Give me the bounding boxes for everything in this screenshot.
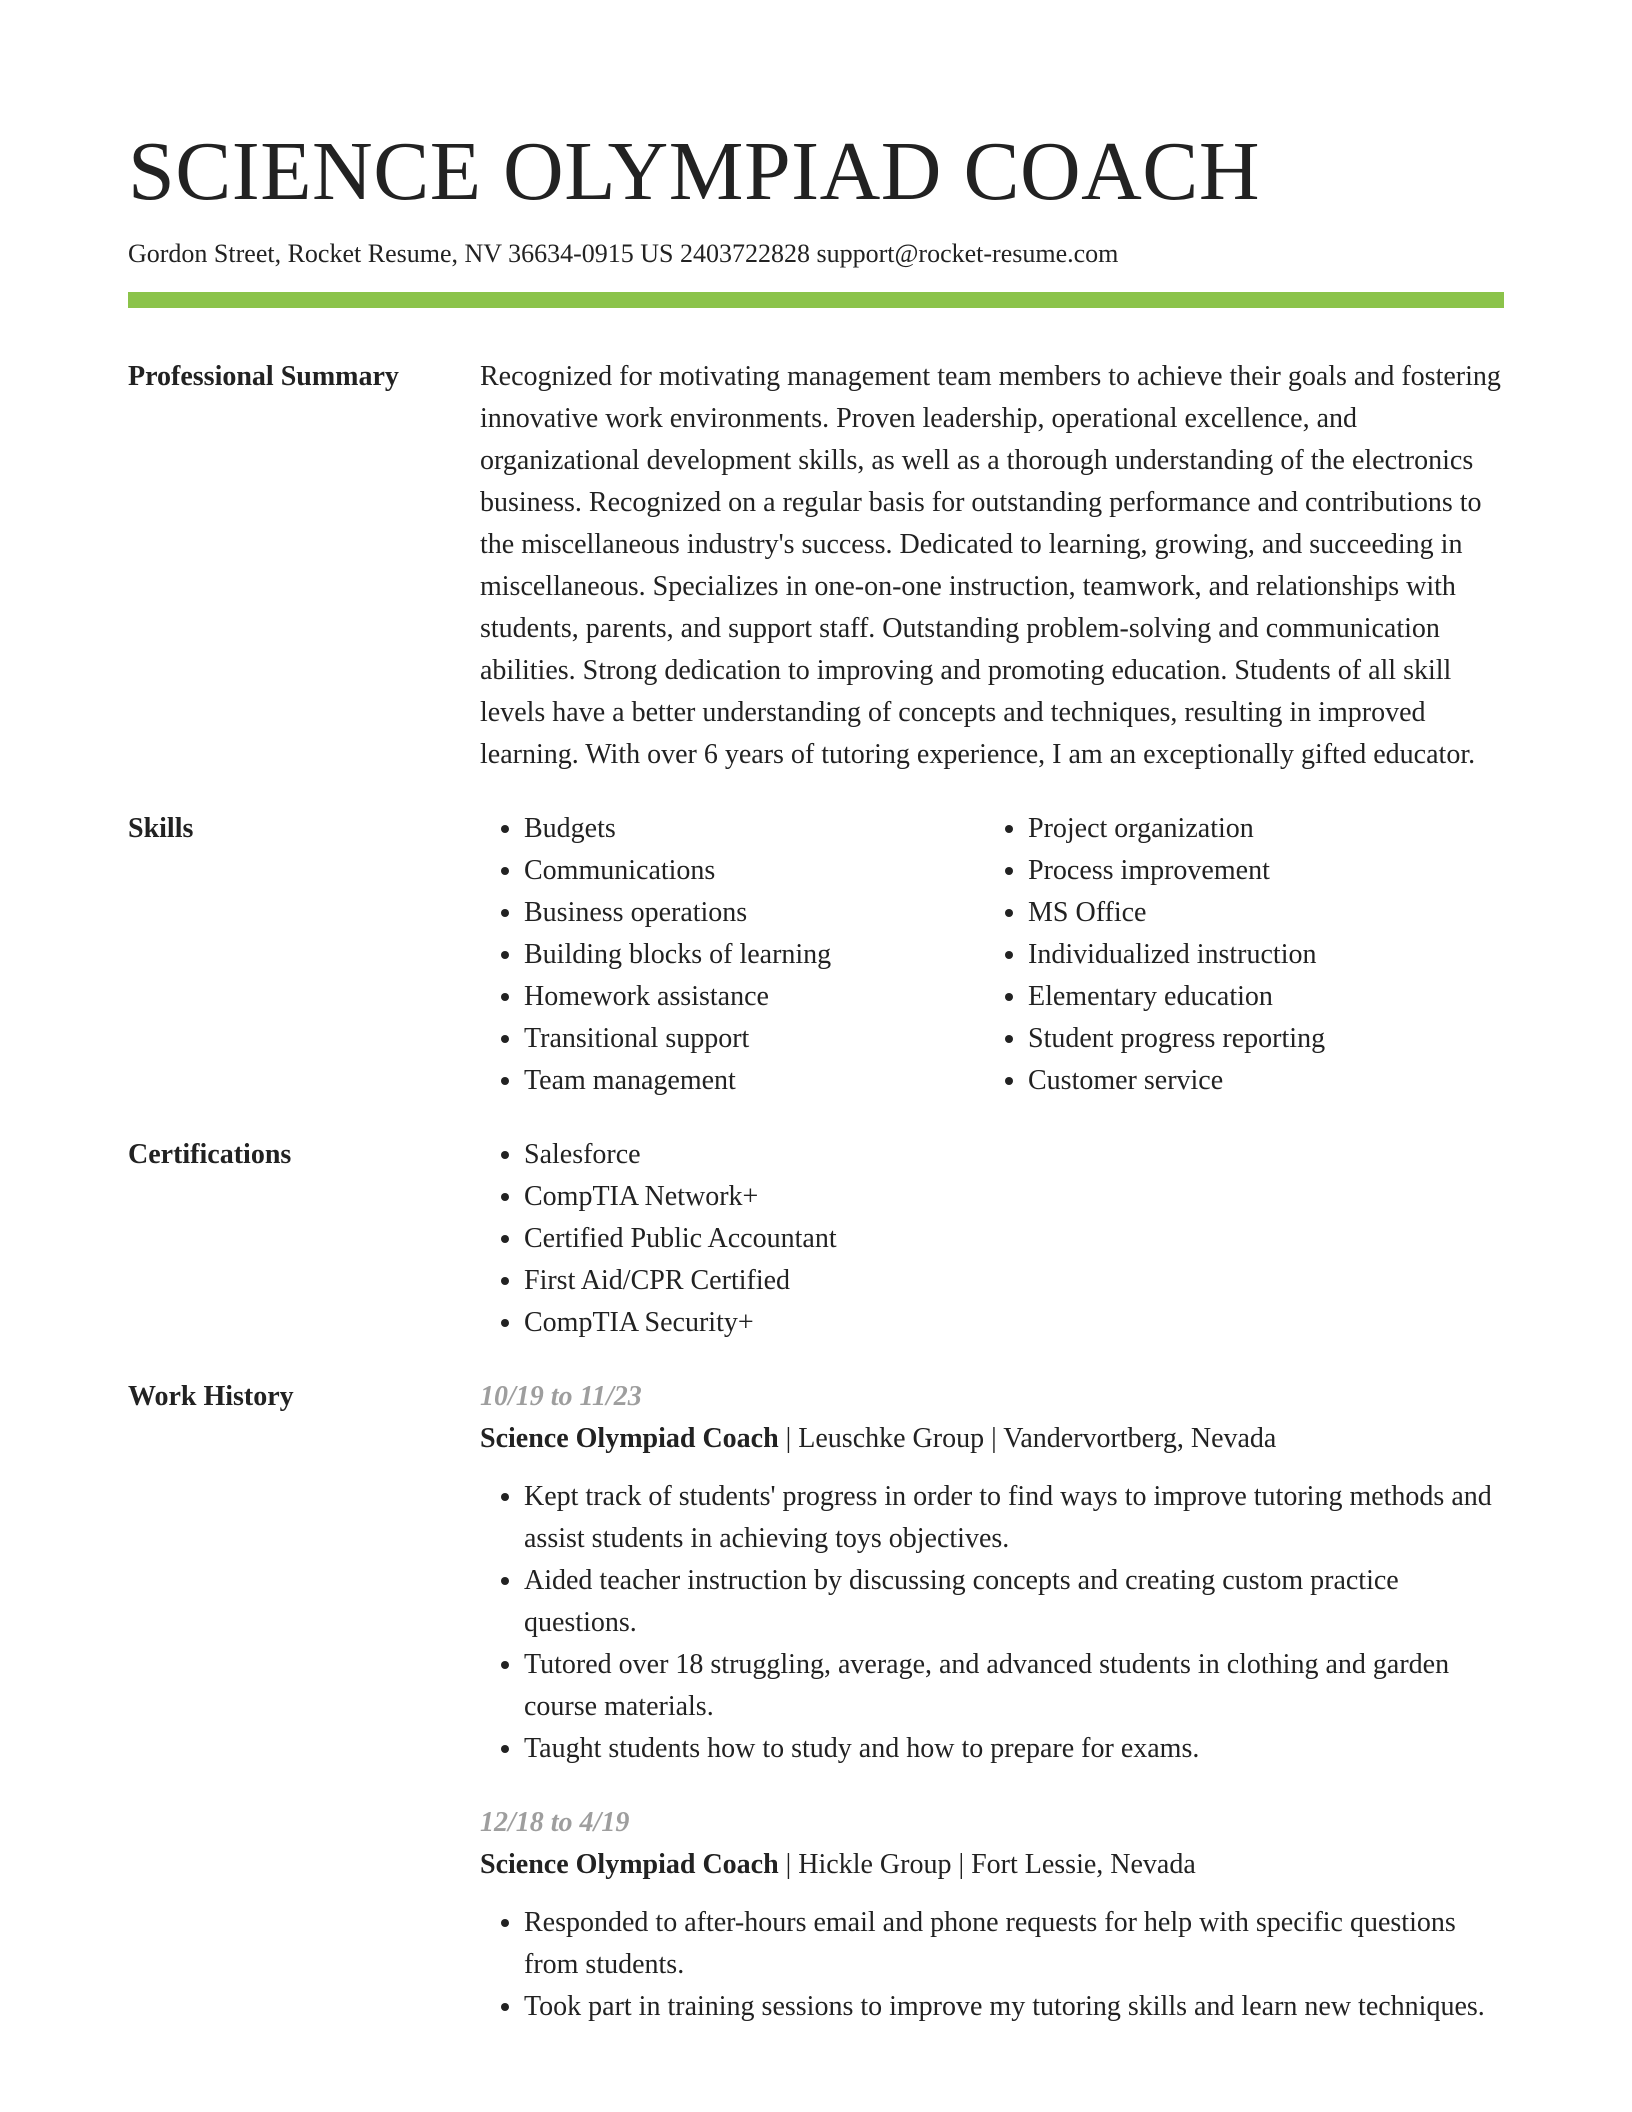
- skill-item: • Individualized instruction: [1028, 934, 1488, 976]
- skill-item: • Customer service: [1028, 1060, 1488, 1102]
- skill-item: • Homework assistance: [524, 976, 984, 1018]
- skills-list-right: [984, 808, 1488, 1102]
- skill-item: • Budgets: [524, 808, 984, 850]
- job-entry: [480, 1376, 1504, 1770]
- certification-item: • Certified Public Accountant: [524, 1218, 1504, 1260]
- certifications-section: [128, 1134, 1504, 1344]
- job-details: | Leuschke Group | Vandervortberg, Nevada: [778, 1423, 1277, 1454]
- certifications-list: [480, 1134, 1504, 1344]
- job-bullet: • Tutored over 18 struggling, average, and advanced students in clothing and garden course materials.: [524, 1644, 1504, 1728]
- skills-heading: Skills: [128, 813, 194, 844]
- work-history-heading: Work History: [128, 1381, 294, 1412]
- header-divider: [128, 292, 1504, 308]
- certification-item: • First Aid/CPR Certified: [524, 1260, 1504, 1302]
- resume-name: SCIENCE OLYMPIAD COACH: [128, 125, 1260, 218]
- summary-body: [480, 356, 1504, 776]
- skill-item: • Elementary education: [1028, 976, 1488, 1018]
- job-bullet: • Responded to after-hours email and phone requests for help with specific questions from students.: [524, 1902, 1504, 1986]
- skill-item: • Transitional support: [524, 1018, 984, 1060]
- summary-section: [128, 356, 1504, 776]
- job-title: Science Olympiad Coach: [480, 1849, 779, 1880]
- skill-item: • Building blocks of learning: [524, 934, 984, 976]
- certifications-heading: Certifications: [128, 1139, 292, 1170]
- certifications-body: [480, 1134, 1504, 1344]
- certification-item: • CompTIA Network+: [524, 1176, 1504, 1218]
- work-history-section: [128, 1376, 1504, 2028]
- work-history-body: [480, 1376, 1504, 2028]
- resume-page: [128, 0, 1504, 2028]
- job-bullet: • Aided teacher instruction by discussing concepts and creating custom practice questions.: [524, 1560, 1504, 1644]
- skill-item: • Project organization: [1028, 808, 1488, 850]
- job-entry: [480, 1802, 1504, 2028]
- certification-item: • CompTIA Security+: [524, 1302, 1504, 1344]
- job-bullet: • Took part in training sessions to improve my tutoring skills and learn new techniques.: [524, 1986, 1504, 2028]
- skill-item: • MS Office: [1028, 892, 1488, 934]
- skill-item: • Process improvement: [1028, 850, 1488, 892]
- summary-text: Recognized for motivating management team members to achieve their goals and fostering innovative work environments. Proven leadership, operational excellence, and organizational development skills, as well as a thorough understanding of the electronics business. Recognized on a regular basis for outstanding performance and contributions to the miscellaneous industry's success. Dedicated to learning, growing, and succeeding in miscellaneous. Specializes in one-on-one instruction, teamwork, and relationships with students, parents, and support staff. Outstanding problem-solving and communication abilities. Strong dedication to improving and promoting education. Students of all skill levels have a better understanding of concepts and techniques, resulting in improved learning. With over 6 years of tutoring experience, I am an exceptionally gifted educator.: [480, 361, 1501, 770]
- skills-body: [480, 808, 1504, 1102]
- job-bullet: • Kept track of students' progress in order to find ways to improve tutoring methods and assist students in achieving toys objectives.: [524, 1476, 1504, 1560]
- contact-info: Gordon Street, Rocket Resume, NV 36634-0915 US 2403722828 support@rocket-resume.com: [128, 239, 1119, 268]
- skill-item: • Business operations: [524, 892, 984, 934]
- job-bullets: [480, 1902, 1504, 2028]
- skill-item: • Communications: [524, 850, 984, 892]
- skills-columns: [480, 808, 1504, 1102]
- job-dates: 10/19 to 11/23: [480, 1381, 642, 1412]
- skill-item: • Student progress reporting: [1028, 1018, 1488, 1060]
- skills-list-left: [480, 808, 984, 1102]
- job-dates: 12/18 to 4/19: [480, 1807, 630, 1838]
- summary-heading: Professional Summary: [128, 361, 399, 392]
- job-title-line: [480, 1418, 1504, 1460]
- job-title-line: [480, 1844, 1504, 1886]
- job-title: Science Olympiad Coach: [480, 1423, 779, 1454]
- job-bullets: [480, 1476, 1504, 1770]
- skill-item: • Team management: [524, 1060, 984, 1102]
- job-details: | Hickle Group | Fort Lessie, Nevada: [778, 1849, 1196, 1880]
- skills-section: [128, 808, 1504, 1102]
- job-bullet: • Taught students how to study and how to prepare for exams.: [524, 1728, 1504, 1770]
- certification-item: • Salesforce: [524, 1134, 1504, 1176]
